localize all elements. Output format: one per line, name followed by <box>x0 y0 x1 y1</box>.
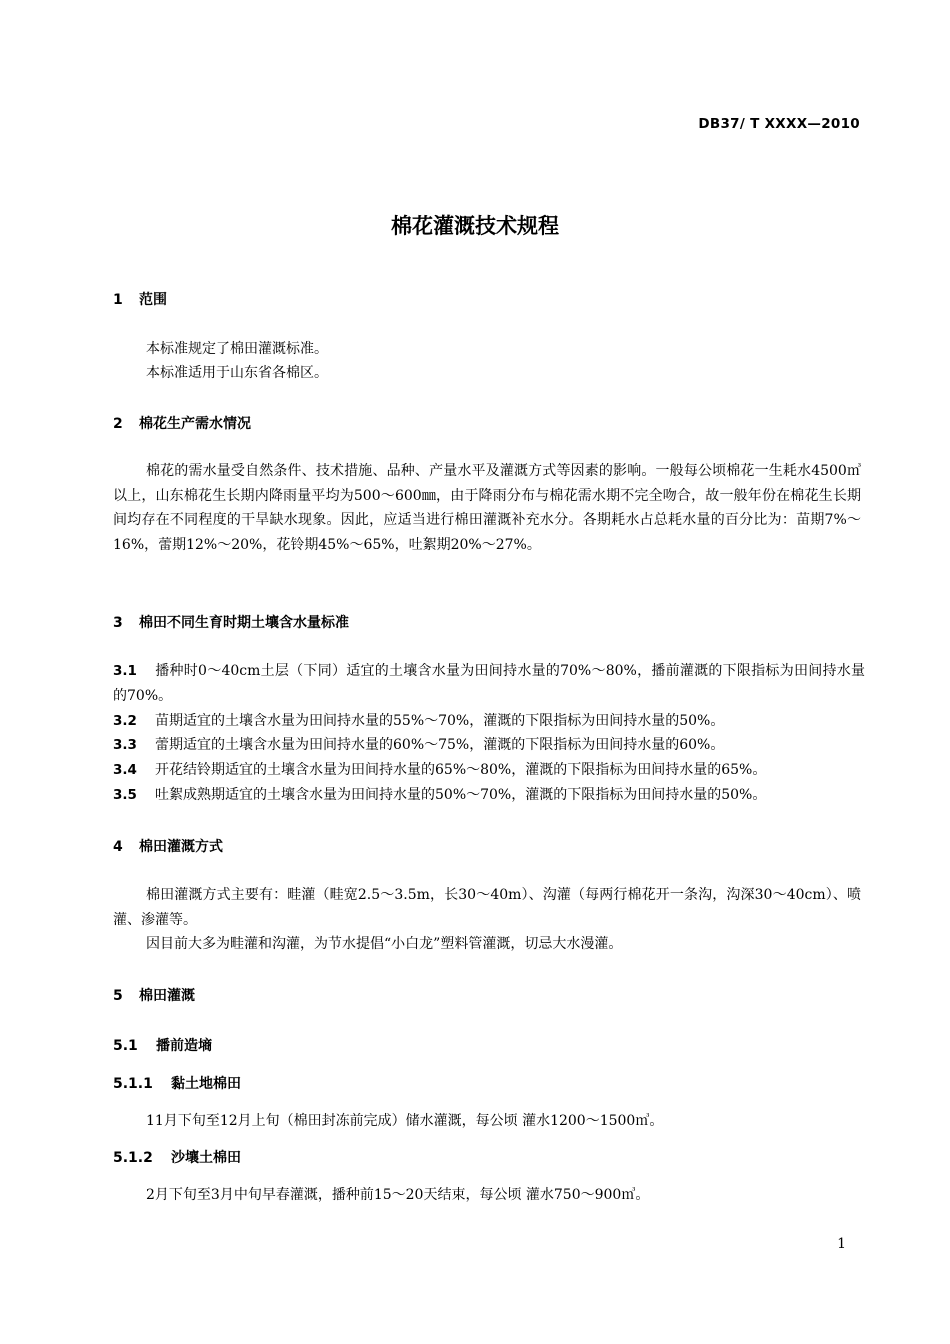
subsection-5-1-2-text: 2月下旬至3月中旬早春灌溉，播种前15～20天结束，每公顷 灌水750～900㎥。 <box>146 1187 650 1203</box>
clause-3-2: 3.2 苗期适宜的土壤含水量为田间持水量的55%～70%，灌溉的下限指标为田间持水量的50%。 <box>113 713 725 729</box>
section-heading-1: 1 范围 <box>113 292 167 308</box>
clause-3-3: 3.3 蕾期适宜的土壤含水量为田间持水量的60%～75%，灌溉的下限指标为田间持水量的60%。 <box>113 737 725 753</box>
section-heading-5: 5 棉田灌溉 <box>113 988 195 1004</box>
page-number: 1 <box>837 1236 846 1252</box>
section-heading-2: 2 棉花生产需水情况 <box>113 416 251 432</box>
section-1-line-1: 本标准规定了棉田灌溉标准。 <box>146 341 328 357</box>
document-title: 棉花灌溉技术规程 <box>391 214 559 238</box>
clause-3-4: 3.4 开花结铃期适宜的土壤含水量为田间持水量的65%～80%，灌溉的下限指标为田间持水量的65%。 <box>113 762 767 778</box>
subsection-heading-5-1-1: 5.1.1 黏土地棉田 <box>113 1076 241 1092</box>
subsection-heading-5-1-2: 5.1.2 沙壤土棉田 <box>113 1150 241 1166</box>
document-code: DB37/ T XXXX—2010 <box>698 116 860 132</box>
section-2-paragraph: 棉花的需水量受自然条件、技术措施、品种、产量水平及灌溉方式等因素的影响。一般每公顷棉花一生耗水4500㎥以上，山东棉花生长期内降雨量平均为500～600㎜，由于降雨分布与棉花需水期不完全吻合，故一般年份在棉花生长期间均存在不同程度的干旱缺水现象。因此，应适当进行棉田灌溉补充水分。各期耗水占总耗水量的百分比为：苗期7%～16%，蕾期12%～20%，花铃期45%～65%，吐絮期20%～27%。 <box>113 463 861 553</box>
subsection-heading-5-1: 5.1 播前造墒 <box>113 1038 212 1054</box>
clause-3-1: 3.1 播种时0～40cm土层（下同）适宜的土壤含水量为田间持水量的70%～80%，播前灌溉的下限指标为田间持水量的70%。 <box>113 663 865 704</box>
section-4-paragraph-1: 棉田灌溉方式主要有：畦灌（畦宽2.5～3.5m，长30～40m）、沟灌（每两行棉花开一条沟，沟深30～40cm）、喷灌、渗灌等。 <box>113 887 861 928</box>
section-heading-3: 3 棉田不同生育时期土壤含水量标准 <box>113 615 349 631</box>
clause-3-5: 3.5 吐絮成熟期适宜的土壤含水量为田间持水量的50%～70%，灌溉的下限指标为田间持水量的50%。 <box>113 787 767 803</box>
section-4-paragraph-2: 因目前大多为畦灌和沟灌，为节水提倡“小白龙”塑料管灌溉，切忌大水漫灌。 <box>146 936 623 952</box>
section-1-line-2: 本标准适用于山东省各棉区。 <box>146 365 328 381</box>
section-heading-4: 4 棉田灌溉方式 <box>113 839 223 855</box>
subsection-5-1-1-text: 11月下旬至12月上旬（棉田封冻前完成）储水灌溉，每公顷 灌水1200～1500㎥。 <box>146 1113 664 1129</box>
